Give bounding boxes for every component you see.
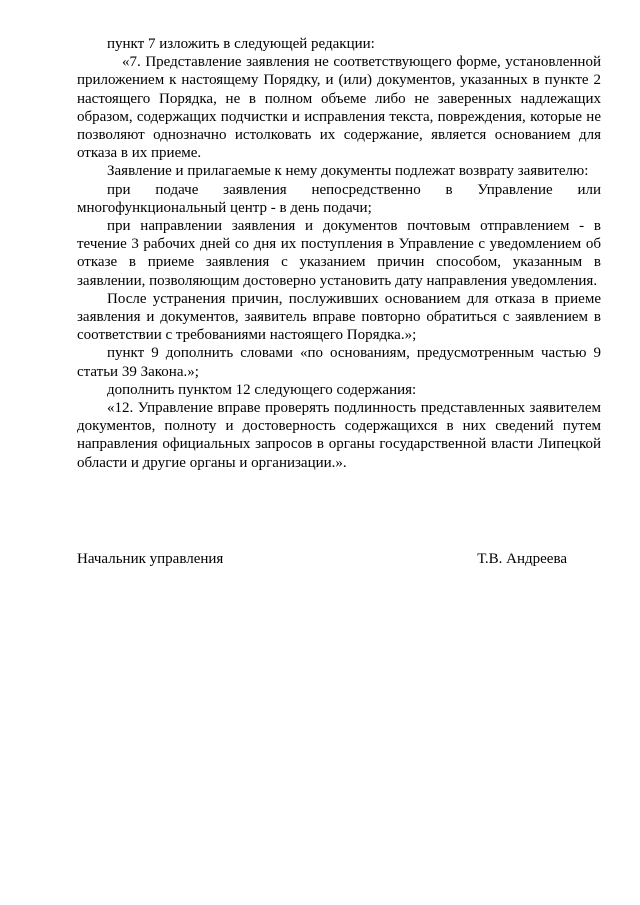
paragraph-item9: пункт 9 дополнить словами «по основаниям, предусмотренным частью 9 статьи 39 Закона.»;	[77, 345, 601, 380]
signatory-position: Начальник управления	[77, 551, 224, 567]
paragraph-item7-text: «7. Представление заявления не соответствующего форме, установленной приложением к настоящему Порядку, и (или) документов, указанных в пункте 2 настоящего Порядка, не в полном объеме либо не заверенных надлежащих образом, содержащих подчистки и исправления текста, повреждения, которые не позволяют однозначно истолковать их содержание, является основанием для отказа в их приеме.	[77, 54, 601, 162]
document-body	[77, 35, 601, 472]
signatory-name: Т.В. Андреева	[477, 551, 567, 567]
paragraph-item12-text: «12. Управление вправе проверять подлинность представленных заявителем документов, полноту и достоверность содержащихся в них сведений путем направления официальных запросов в органы государственной власти Липецкой области и другие органы и организации.».	[77, 400, 601, 471]
paragraph-item12-intro: дополнить пунктом 12 следующего содержания:	[107, 381, 417, 398]
paragraph-resubmission: После устранения причин, послуживших основанием для отказа в приеме заявления и документов, заявитель вправе повторно обратиться с заявлением в соответствии с требованиями настоящего Порядка.»;	[77, 290, 601, 344]
signature-block	[77, 550, 567, 568]
paragraph-return-documents: Заявление и прилагаемые к нему документы подлежат возврату заявителю:	[107, 163, 589, 180]
paragraph-item7-intro: пункт 7 изложить в следующей редакции:	[107, 36, 375, 52]
paragraph-postal-submission: при направлении заявления и документов почтовым отправлением - в течение 3 рабочих дней со дня их поступления в Управление с уведомлением об отказе в приеме заявления с указанием причин способом, указанным в заявлении, позволяющим достоверно установить дату направления уведомления.	[77, 218, 601, 289]
paragraph-direct-submission: при подаче заявления непосредственно в Управление или многофункциональный центр - в день подачи;	[77, 181, 601, 216]
